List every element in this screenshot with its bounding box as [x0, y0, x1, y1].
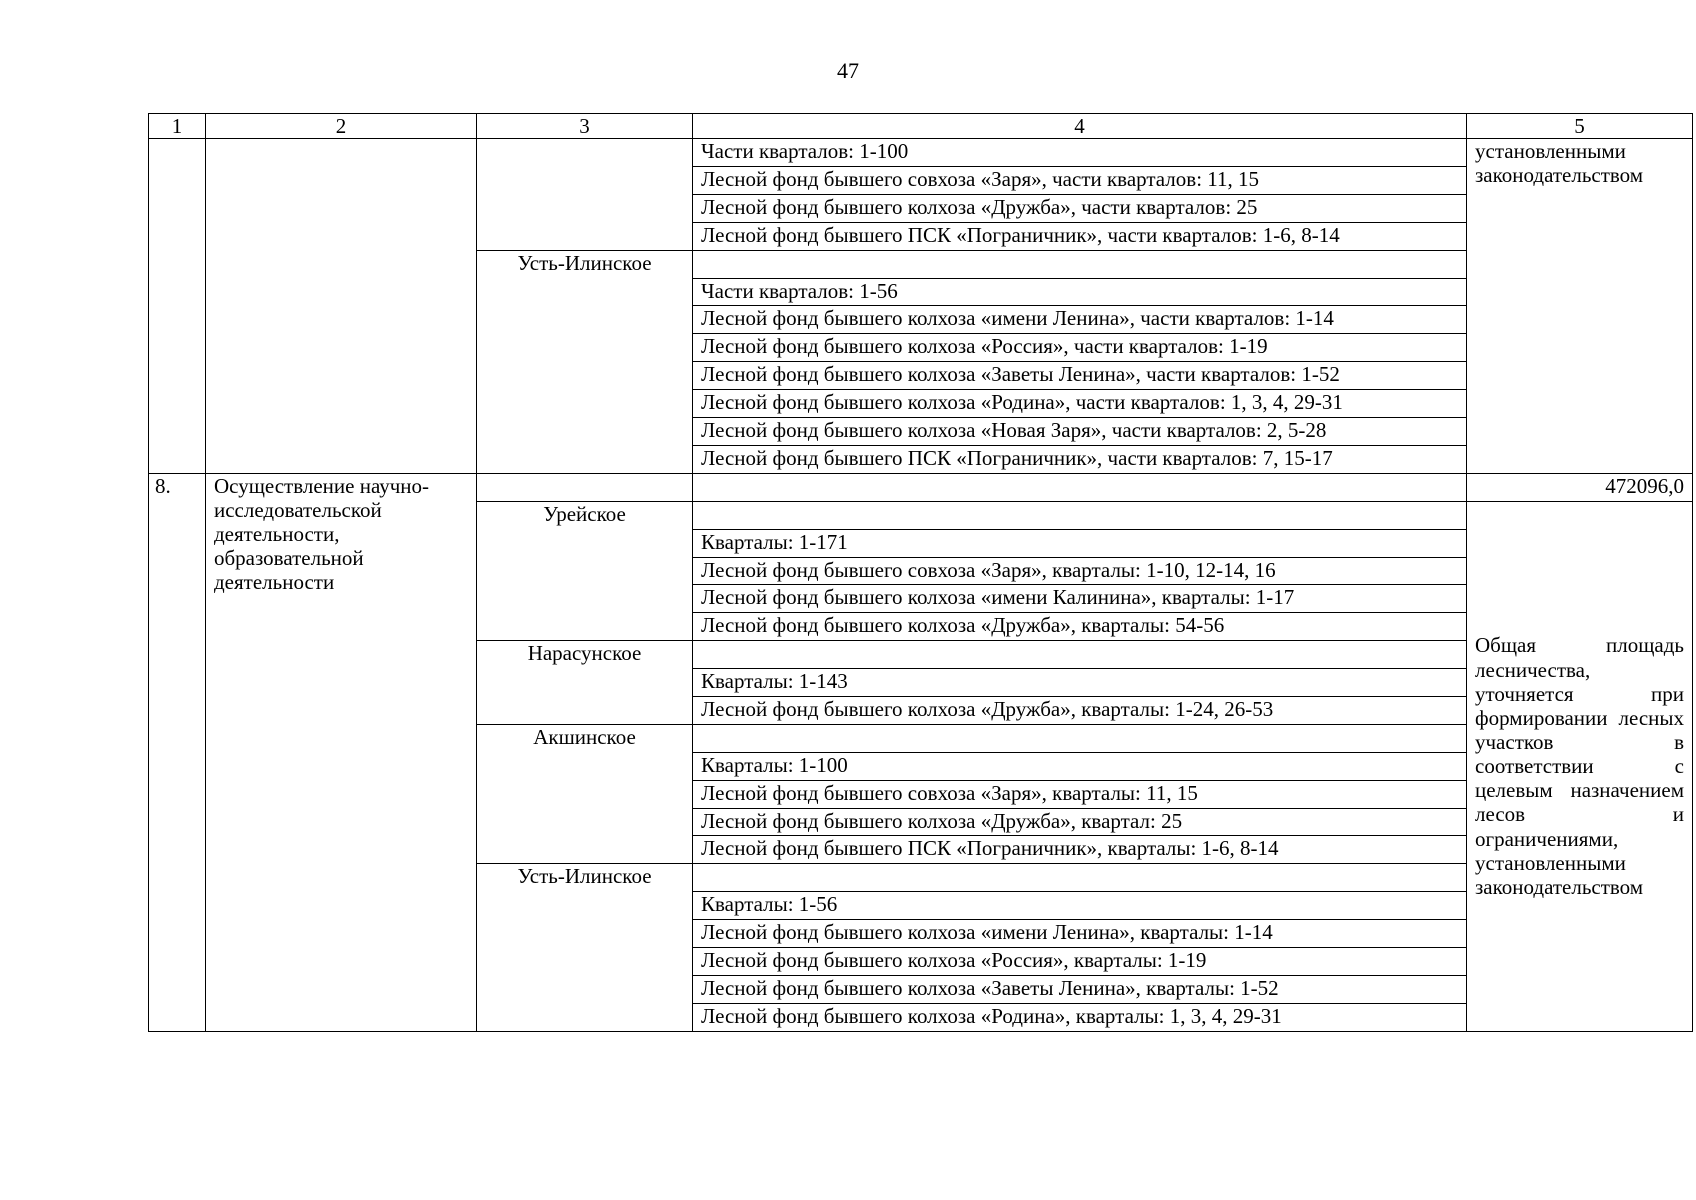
area-value: 472096,0	[1467, 473, 1693, 501]
purpose-cell	[206, 139, 477, 474]
quarters-cell	[693, 864, 1467, 892]
quarters-cell: Лесной фонд бывшего колхоза «Дружба», кварталы: 1-24, 26-53	[693, 696, 1467, 724]
page-number: 47	[837, 58, 859, 83]
quarters-cell: Части кварталов: 1-100	[693, 139, 1467, 167]
quarters-cell: Лесной фонд бывшего колхоза «Россия», кварталы: 1-19	[693, 947, 1467, 975]
document-table	[148, 113, 1693, 1032]
forestry-name	[477, 139, 693, 251]
quarters-cell: Части кварталов: 1-56	[693, 278, 1467, 306]
quarters-cell: Лесной фонд бывшего колхоза «Родина», части кварталов: 1, 3, 4, 29-31	[693, 390, 1467, 418]
forestry-name: Усть-Илинское	[477, 864, 693, 1031]
header-row	[149, 114, 1693, 139]
quarters-cell: Лесной фонд бывшего колхоза «имени Калинина», кварталы: 1-17	[693, 585, 1467, 613]
quarters-cell: Лесной фонд бывшего совхоза «Заря», кварталы: 1-10, 12-14, 16	[693, 557, 1467, 585]
quarters-cell: Лесной фонд бывшего ПСК «Пограничник», кварталы: 1-6, 8-14	[693, 836, 1467, 864]
header-cell: 5	[1467, 114, 1693, 139]
quarters-cell: Лесной фонд бывшего колхоза «Россия», части кварталов: 1-19	[693, 334, 1467, 362]
quarters-cell	[693, 641, 1467, 669]
forestry-name: Усть-Илинское	[477, 250, 693, 473]
quarters-cell	[693, 250, 1467, 278]
header-cell: 1	[149, 114, 206, 139]
quarters-cell: Лесной фонд бывшего ПСК «Пограничник», части кварталов: 7, 15-17	[693, 445, 1467, 473]
quarters-cell: Лесной фонд бывшего колхоза «Новая Заря», части кварталов: 2, 5-28	[693, 418, 1467, 446]
forestry-name	[477, 473, 693, 501]
header-cell: 3	[477, 114, 693, 139]
section-header-row	[149, 473, 1693, 501]
table-body	[149, 114, 1693, 1032]
quarters-cell: Кварталы: 1-56	[693, 892, 1467, 920]
quarters-cell: Кварталы: 1-100	[693, 752, 1467, 780]
header-cell: 2	[206, 114, 477, 139]
quarters-cell: Кварталы: 1-143	[693, 669, 1467, 697]
note-cell: установленными законодательством	[1467, 139, 1693, 474]
quarters-cell: Лесной фонд бывшего колхоза «Дружба», части кварталов: 25	[693, 194, 1467, 222]
quarters-cell: Лесной фонд бывшего совхоза «Заря», части кварталов: 11, 15	[693, 167, 1467, 195]
quarters-cell: Лесной фонд бывшего колхоза «Родина», кварталы: 1, 3, 4, 29-31	[693, 1003, 1467, 1031]
quarters-cell	[693, 724, 1467, 752]
quarters-cell: Кварталы: 1-171	[693, 529, 1467, 557]
note-cell: Общая площадь лесничества, уточняется при формировании лесных участков в соответствии с целевым назначением лесов и ограничениями, установленными законодательством	[1467, 501, 1693, 1031]
forestry-name: Урейское	[477, 501, 693, 640]
quarters-cell	[693, 473, 1467, 501]
header-cell: 4	[693, 114, 1467, 139]
quarters-cell: Лесной фонд бывшего совхоза «Заря», кварталы: 11, 15	[693, 780, 1467, 808]
quarters-cell: Лесной фонд бывшего колхоза «Дружба», кварталы: 54-56	[693, 613, 1467, 641]
quarters-cell: Лесной фонд бывшего колхоза «имени Ленина», части кварталов: 1-14	[693, 306, 1467, 334]
quarters-cell: Лесной фонд бывшего колхоза «имени Ленина», кварталы: 1-14	[693, 920, 1467, 948]
quarters-cell	[693, 501, 1467, 529]
quarters-cell: Лесной фонд бывшего колхоза «Заветы Ленина», кварталы: 1-52	[693, 975, 1467, 1003]
section-number: 8.	[149, 473, 206, 1031]
forestry-name: Акшинское	[477, 724, 693, 863]
forestry-name: Нарасунское	[477, 641, 693, 725]
table-row	[149, 139, 1693, 167]
quarters-cell: Лесной фонд бывшего ПСК «Пограничник», части кварталов: 1-6, 8-14	[693, 222, 1467, 250]
section-title: Осуществление научно-исследовательской деятельности, образовательной деятельности	[206, 473, 477, 1031]
quarters-cell: Лесной фонд бывшего колхоза «Дружба», квартал: 25	[693, 808, 1467, 836]
quarters-cell: Лесной фонд бывшего колхоза «Заветы Ленина», части кварталов: 1-52	[693, 362, 1467, 390]
number-cell	[149, 139, 206, 474]
